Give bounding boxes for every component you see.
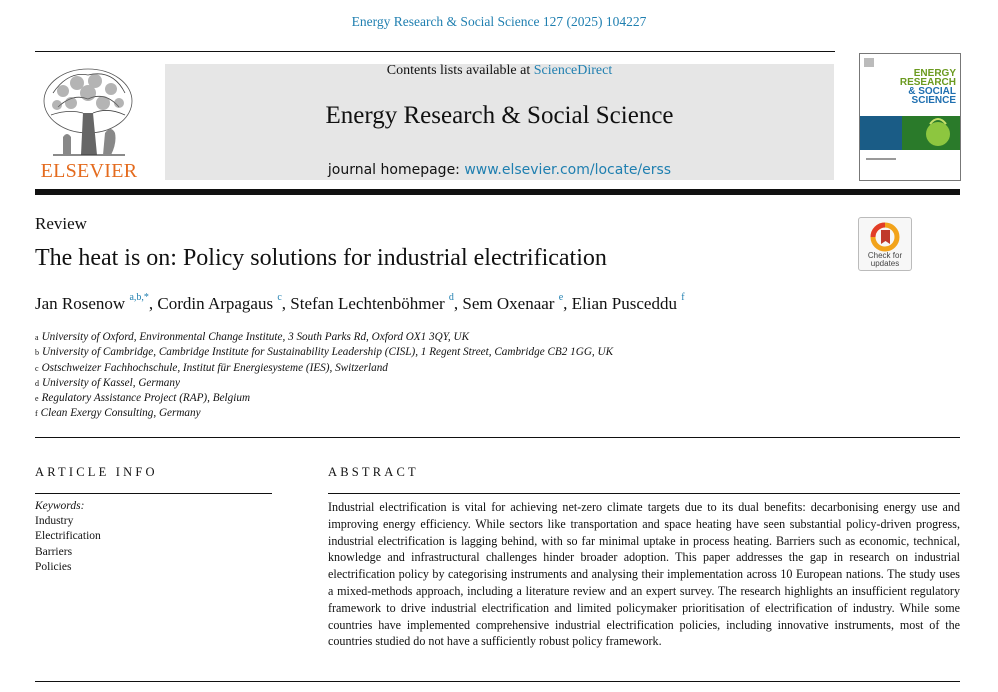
header-top-rule	[35, 51, 835, 52]
affiliation-text: University of Cambridge, Cambridge Institute for Sustainability Leadership (CISL), 1 Regent Street, Cambridge CB2 1GG, UK	[42, 346, 614, 359]
affiliation-text: Clean Exergy Consulting, Germany	[40, 407, 201, 420]
tree-engraving-icon	[33, 63, 143, 163]
affiliation-item	[35, 406, 613, 421]
author-name[interactable]: Sem Oxenaar	[462, 294, 555, 313]
author-name[interactable]: Stefan Lechtenböhmer	[290, 294, 445, 313]
keywords-label: Keywords:	[35, 500, 85, 512]
affiliation-item	[35, 376, 613, 391]
affiliation-text: Regulatory Assistance Project (RAP), Belgium	[41, 392, 251, 405]
author-name[interactable]: Jan Rosenow	[35, 294, 126, 313]
keywords-block	[35, 499, 101, 575]
affiliation-item	[35, 361, 613, 376]
affiliation-item	[35, 330, 613, 345]
affiliation-mark: f	[35, 409, 38, 419]
keyword-item: Policies	[35, 560, 72, 573]
affiliation-mark: c	[35, 363, 39, 373]
abstract-bottom-rule	[35, 681, 960, 682]
affiliation-mark: a	[35, 333, 39, 342]
affiliation-item	[35, 345, 613, 360]
journal-citation[interactable]: Energy Research & Social Science 127 (2025) 104227	[351, 14, 647, 29]
abstract-heading: ABSTRACT	[328, 465, 419, 479]
article-info-heading: ARTICLE INFO	[35, 465, 158, 479]
contents-availability-line	[165, 63, 834, 79]
cover-title-line-1: ENERGY	[913, 68, 956, 79]
abstract-rule	[328, 493, 960, 494]
article-type-label: Review	[35, 214, 87, 233]
elsevier-wordmark: ELSEVIER	[40, 160, 138, 182]
keyword-item: Electrification	[35, 530, 101, 543]
affiliation-mark: d	[35, 378, 39, 388]
article-title: The heat is on: Policy solutions for industrial electrification	[35, 245, 607, 271]
affiliation-mark: b	[35, 348, 39, 358]
check-for-updates-button[interactable]	[858, 217, 912, 271]
section-divider	[35, 437, 960, 438]
sciencedirect-link[interactable]: ScienceDirect	[533, 63, 613, 78]
abstract-text: Industrial electrification is vital for achieving net-zero climate targets due to its dual benefits: decarbonising energy use and improving energy efficiency. While sectors like transportation and space heating have seen substantial policy-driven progress, industrial electrification is lagging behind, with so far minimal uptake in process heating. Barriers such as economic, technical, knowledge and infrastructural challenges hinder broader adoption. This paper addresses the gap in research on industrial electrification policy by categorising instruments and analysing their implementation across 10 European nations. The study uses a mixed-methods approach, including a literature review and an expert survey. The research highlights an insufficient regulatory framework to drive industrial electrification and limited policymaker prioritisation of electrification of industry. While some countries have implemented comprehensive industrial electrification policies, including innovative instruments, most of the countries studied do not have a sufficiently robust policy framework.	[328, 500, 960, 649]
affiliation-item	[35, 391, 613, 406]
journal-title: Energy Research & Social Science	[325, 102, 674, 129]
author-name[interactable]: Elian Pusceddu	[571, 294, 677, 313]
cover-title-line-4: SCIENCE	[911, 95, 956, 106]
author-affiliation-marks[interactable]: f	[681, 292, 685, 303]
author-affiliation-marks[interactable]: d	[448, 292, 454, 303]
affiliation-mark: e	[35, 394, 39, 404]
author-list: Jan Rosenow $^{a,b,*}$, Cordin Arpagaus $^c$, Stefan Lechtenböhmer $^d$, Sem Oxenaar $^e$, Elian Pusceddu $^f$	[35, 292, 685, 313]
affiliation-list	[35, 330, 613, 422]
contents-prefix: Contents lists available at	[386, 63, 534, 78]
cover-art-image	[860, 54, 960, 180]
check-for-updates-label-1: Check for	[867, 251, 903, 260]
check-for-updates-label-2: updates	[870, 259, 900, 268]
affiliation-text: University of Oxford, Environmental Change Institute, 3 South Parks Rd, Oxford OX1 3QY, UK	[41, 331, 470, 343]
header-thick-rule	[35, 189, 960, 195]
cover-title-line-3: & SOCIAL	[908, 86, 956, 97]
affiliation-text: Ostschweizer Fachhochschule, Institut für Energiesysteme (IES), Switzerland	[41, 361, 388, 374]
author-affiliation-marks[interactable]: a,b,*	[129, 292, 149, 303]
article-info-rule	[35, 493, 272, 494]
affiliation-text: University of Kassel, Germany	[42, 376, 180, 389]
homepage-prefix: journal homepage:	[327, 162, 465, 178]
cover-title-line-2: RESEARCH	[899, 77, 956, 88]
homepage-link[interactable]: www.elsevier.com/locate/erss	[464, 162, 672, 178]
journal-homepage-line	[165, 162, 834, 178]
author-name[interactable]: Cordin Arpagaus	[157, 294, 274, 313]
check-for-updates-icon	[859, 218, 911, 270]
author-affiliation-marks[interactable]: e	[558, 292, 564, 303]
author-affiliation-marks[interactable]: c	[277, 292, 282, 303]
journal-cover-thumbnail[interactable]	[859, 53, 961, 181]
keyword-item: Industry	[35, 515, 74, 528]
keyword-item: Barriers	[35, 545, 73, 558]
